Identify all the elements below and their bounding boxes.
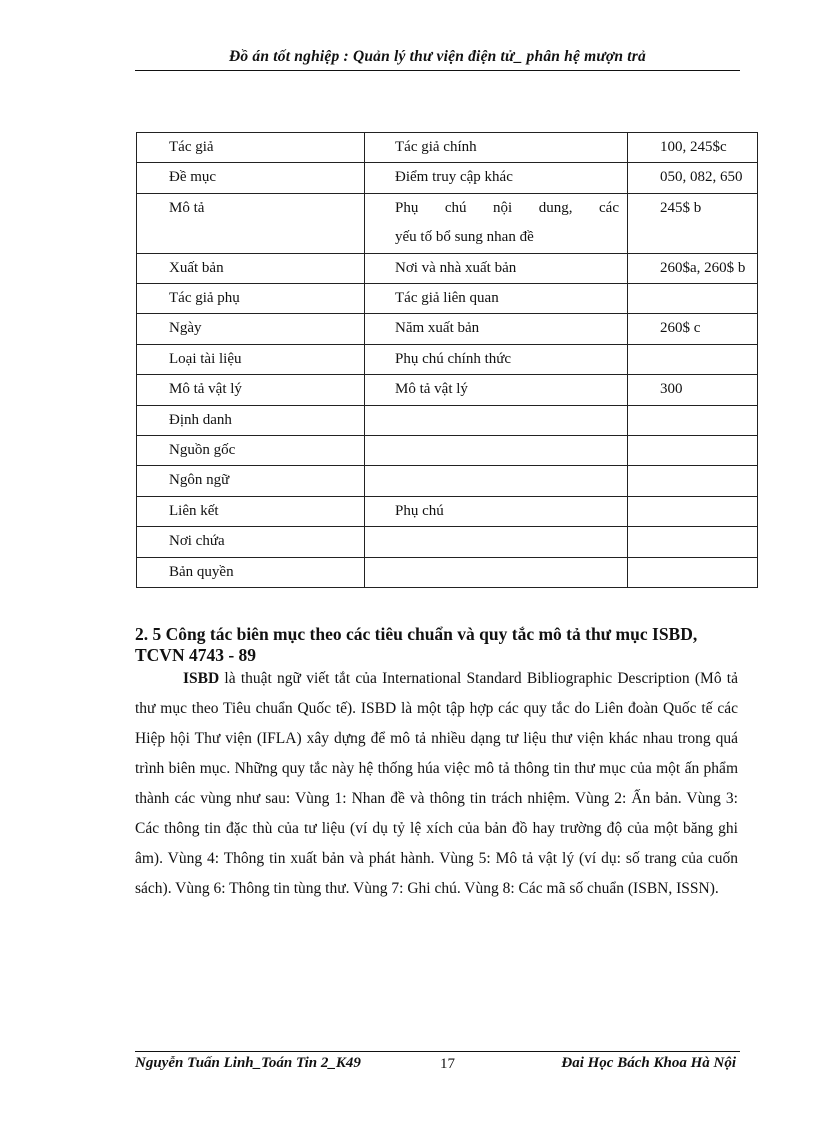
marc-field-cell: 245$ b: [628, 193, 758, 253]
description-cell: Năm xuất bản: [365, 314, 628, 344]
wrapped-line-2: yếu tố bổ sung nhan đề: [395, 229, 534, 246]
element-name-cell: Tác giả phụ: [137, 284, 365, 314]
marc-field-cell: 100, 245$c: [628, 133, 758, 163]
element-name-cell: Ngôn ngữ: [137, 466, 365, 496]
marc-field-cell: 050, 082, 650: [628, 163, 758, 193]
paragraph-text: là thuật ngữ viết tắt của International Standard Bibliographic Description (Mô tả thư mục theo Tiêu chuẩn Quốc tế). ISBD là một tập hợp các quy tắc do Liên đoàn Quốc tế các Hiệp hội Thư viện (IFLA) xây dựng để mô tả nhiều dạng tư liệu thư viện khác nhau trong quá trình biên mục. Những quy tắc này hệ thống húa việc mô tả thông tin thư mục của một ấn phẩm thành các vùng như sau: Vùng 1: Nhan đề và thông tin trách nhiệm. Vùng 2: Ấn bản. Vùng 3: Các thông tin đặc thù của tư liệu (ví dụ tỷ lệ xích của bản đồ hay trường độ của một băng ghi âm). Vùng 4: Thông tin xuất bản và phát hành. Vùng 5: Mô tả vật lý (ví dụ: số trang của cuốn sách). Vùng 6: Thông tin tùng thư. Vùng 7: Ghi chú. Vùng 8: Các mã số chuẩn (ISBN, ISSN).: [135, 670, 738, 897]
element-name-cell: Nơi chứa: [137, 527, 365, 557]
metadata-mapping-table: [136, 132, 758, 588]
description-cell: Tác giả liên quan: [365, 284, 628, 314]
description-cell: Phụ chú chính thức: [365, 344, 628, 374]
table-row: [137, 163, 758, 193]
isbd-lead-term: ISBD: [183, 670, 220, 687]
footer-author: Nguyễn Tuấn Linh_Toán Tin 2_K49: [135, 1055, 361, 1071]
table-row: [137, 253, 758, 283]
table-row: [137, 527, 758, 557]
element-name-cell: Ngày: [137, 314, 365, 344]
marc-field-cell: [628, 557, 758, 587]
marc-field-cell: [628, 405, 758, 435]
element-name-cell: Loại tài liệu: [137, 344, 365, 374]
description-cell: [365, 466, 628, 496]
table-row: [137, 405, 758, 435]
table-row: [137, 436, 758, 466]
section-body-paragraph: [135, 664, 738, 904]
element-name-cell: Định danh: [137, 405, 365, 435]
marc-field-cell: [628, 344, 758, 374]
element-name-cell: Bản quyền: [137, 557, 365, 587]
element-name-cell: Mô tả: [137, 193, 365, 253]
description-cell: Phụ chú: [365, 496, 628, 526]
marc-field-cell: [628, 466, 758, 496]
footer-school: Đai Học Bách Khoa Hà Nội: [561, 1055, 736, 1071]
description-cell: [365, 193, 628, 253]
description-cell: [365, 557, 628, 587]
description-cell: Điểm truy cập khác: [365, 163, 628, 193]
description-cell: [365, 527, 628, 557]
table-row: [137, 193, 758, 253]
table-body: [137, 133, 758, 588]
description-cell: [365, 405, 628, 435]
element-name-cell: Mô tả vật lý: [137, 375, 365, 405]
table-row: [137, 344, 758, 374]
element-name-cell: Xuất bản: [137, 253, 365, 283]
marc-field-cell: [628, 496, 758, 526]
element-name-cell: Nguồn gốc: [137, 436, 365, 466]
description-cell: Tác giả chính: [365, 133, 628, 163]
table-row: [137, 375, 758, 405]
marc-field-cell: [628, 284, 758, 314]
description-cell: Mô tả vật lý: [365, 375, 628, 405]
marc-field-cell: [628, 527, 758, 557]
table-row: [137, 557, 758, 587]
marc-field-cell: [628, 436, 758, 466]
element-name-cell: Liên kết: [137, 496, 365, 526]
table-row: [137, 284, 758, 314]
element-name-cell: Tác giả: [137, 133, 365, 163]
table-row: [137, 133, 758, 163]
description-cell: Nơi và nhà xuất bản: [365, 253, 628, 283]
marc-field-cell: 260$ c: [628, 314, 758, 344]
element-name-cell: Đề mục: [137, 163, 365, 193]
marc-field-cell: 260$a, 260$ b: [628, 253, 758, 283]
table-row: [137, 314, 758, 344]
page-header-title: Đồ án tốt nghiệp : Quản lý thư viện điện tử_ phân hệ mượn trả: [229, 48, 646, 65]
page-number: 17: [440, 1056, 455, 1072]
marc-field-cell: 300: [628, 375, 758, 405]
table-row: [137, 466, 758, 496]
section-heading: 2. 5 Công tác biên mục theo các tiêu chuẩn và quy tắc mô tả thư mục ISBD, TCVN 4743 - 89: [135, 624, 698, 665]
header-rule: [135, 70, 740, 71]
table-row: [137, 496, 758, 526]
description-cell: [365, 436, 628, 466]
wrapped-line-1: Phụ chú nội dung, các: [395, 199, 619, 216]
footer-rule: [135, 1051, 740, 1052]
